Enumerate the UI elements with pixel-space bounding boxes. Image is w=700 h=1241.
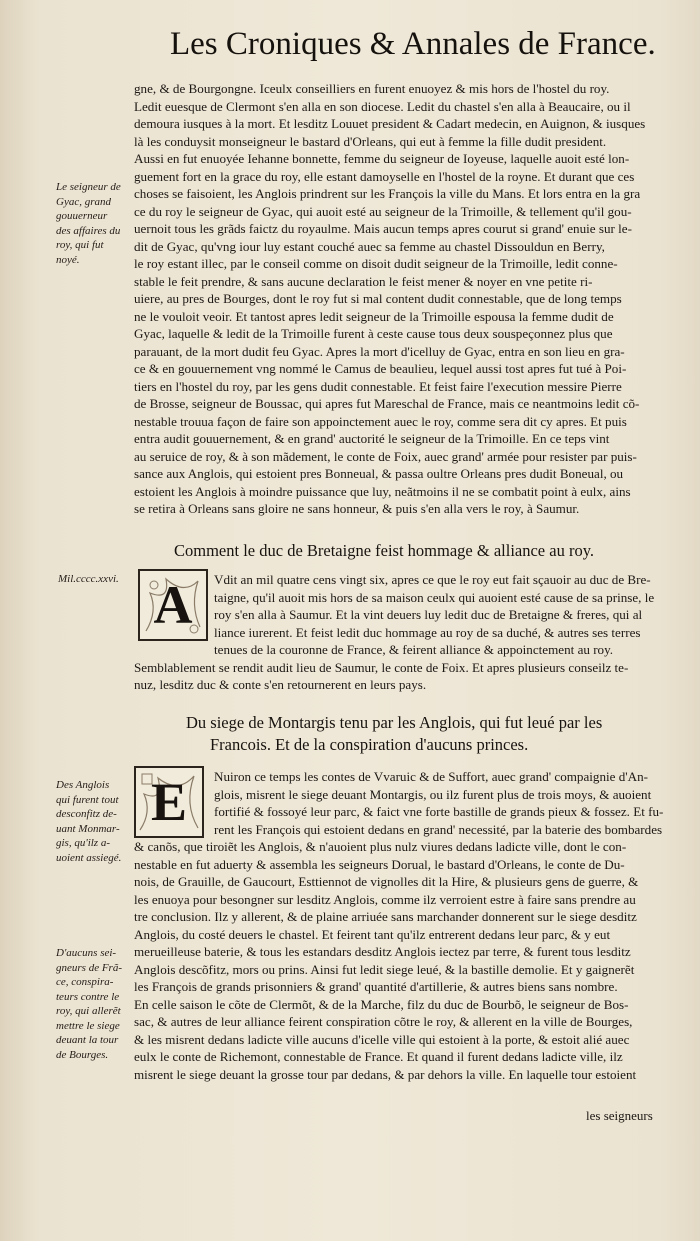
text-line: nestable en fut aduerty & assembla les seigneurs Dorual, le bastard d'Orleans, le conte de Du- xyxy=(134,856,625,872)
text-line: sance aux Anglois, qui estoient pres Bonneual, & passa oultre Orleans pres dudit Boneual, ou xyxy=(134,466,624,481)
margin-note-line: gis, qu'ilz a- xyxy=(56,837,110,849)
margin-note-line: deuant la tour xyxy=(56,1034,119,1046)
text-line: Gyac, laquelle & ledit de la Trimoille furent à ceste cause tous deux souspeçonnez plus que xyxy=(134,326,613,341)
text-line: uiere, au pres de Bourges, dont le roy fut si mal content dudit connestable, que de long temps xyxy=(134,291,622,306)
margin-note-year xyxy=(58,572,136,587)
margin-note-gyac xyxy=(56,180,134,267)
catchword: les seigneurs xyxy=(586,1108,653,1123)
margin-note-line: noyé. xyxy=(56,253,80,266)
text-line: nestable trouua façon de faire son appoinctement auec le roy, comme sera dit cy apres. Et puis xyxy=(134,413,627,429)
margin-note-conspirateurs xyxy=(56,946,134,1062)
text-line: liance iurerent. Et feist ledit duc hommage au roy de sa duché, & autres ses terres xyxy=(214,624,641,640)
margin-note-line: uant Monmar- xyxy=(56,822,120,835)
text-line: demoura iusques à la mort. Et lesditz Louuet president & Cadart medecin, en Auignon, & iusques xyxy=(134,116,646,131)
section3-body xyxy=(134,768,672,1083)
text-line: Vdit an mil quatre cens vingt six, apres ce que le roy eut fait sçauoir au duc de Bre- xyxy=(214,572,651,587)
margin-note-line: des affaires du xyxy=(56,224,121,237)
margin-note-line: de Bourges. xyxy=(56,1048,109,1061)
text-line: choses se faisoient, les Anglois prindrent sur les François la ville du Mans. Et lors entra en la gra xyxy=(134,186,641,201)
text-line: les enuoya pour besongner sur lesditz Anglois, comme ilz verroient estre à faire sans prendre au xyxy=(134,891,636,907)
text-line: fortifié & fossoyé leur parc, & faict vne forte bastille de grands pieux & fossez. Et fu- xyxy=(214,804,664,819)
text-line: tiers en l'hostel du roy, par les gens dudit connestable. Et feist faire l'execution messire Pierre xyxy=(134,378,622,394)
margin-note-line: mettre le siege xyxy=(56,1019,120,1032)
text-line: Ledit euesque de Clermont s'en alla en son diocese. Ledit du chastel s'en alla à Beaucaire, ou il xyxy=(134,98,631,114)
text-line: ce du roy le seigneur de Gyac, qui auoit esté au seigneur de la Trimoille, & tellement qu'il gou- xyxy=(134,203,632,219)
text-line: se retira à Orleans sans gloire ne sans honneur, & puis s'en alla vers le roy, à Saumur. xyxy=(134,501,580,516)
text-line: guement fort en la grace du roy, elle estant damoyselle en l'hostel de la royne. Et durant que ces xyxy=(134,168,635,184)
margin-note-line: Mil.cccc.xxvi. xyxy=(58,573,119,585)
text-line: stable le feit prendre, & sans aucune declaration le feist mener & noyer en vne petite ri- xyxy=(134,273,593,289)
text-line: Anglois, du costé deuers le chastel. Et feirent tant qu'ilz entrerent dedans leur parc, & y eut xyxy=(134,926,611,942)
margin-note-line: D'aucuns sei- xyxy=(56,947,117,959)
section1-body xyxy=(134,80,672,518)
text-line: parauant, de la mort dudit feu Gyac. Apres la mort d'icelluy de Gyac, entra en son lieu en gra- xyxy=(134,343,625,359)
section3-heading-line1: Du siege de Montargis tenu par les Anglois, qui fut leué par les xyxy=(186,713,603,732)
text-line: roy s'en alla à Saumur. Et la vint deuers luy ledit duc de Bretaigne & freres, qui al xyxy=(214,607,643,622)
text-line: au seruice de roy, & à son mãdement, le conte de Foix, auec grand' armée pour resister par puis- xyxy=(134,448,637,464)
text-line: sac, & autres de leur alliance feirent conspiration cõtre le roy, & allerent en la ville de Bourges, xyxy=(134,1014,633,1029)
dropcap-letter: E xyxy=(150,772,188,832)
text-line: ne le vouloit veoir. Et tantost apres ledit seigneur de la Trimoille espousa la femme dudit de xyxy=(134,308,614,324)
text-line: eulx le conte de Richemont, connestable de France. Et quand il furent dedans ladicte ville, ilz xyxy=(134,1049,623,1064)
margin-note-line: gouuerneur xyxy=(56,210,108,222)
margin-note-line: Des Anglois xyxy=(56,779,110,791)
margin-note-line: gneurs de Frã- xyxy=(56,961,122,974)
text-line: Nuiron ce temps les contes de Vvaruic & de Suffort, auec grand' compaignie d'An- xyxy=(214,769,649,784)
text-line: les François de grands prisonniers & grand' quantité d'artillerie, & autres biens sans nombre. xyxy=(134,979,618,994)
text-line: de Brosse, seigneur de Boussac, qui apres fut Mareschal de France, mais ce neantmoins ledit cõ- xyxy=(134,396,640,411)
text-line: là les conduysit monseigneur le bastard d'Orleans, qui eut à femme la fille dudit president. xyxy=(134,133,607,149)
text-line: Semblablement se rendit audit lieu de Saumur, le conte de Foix. Et apres plusieurs conseilz te- xyxy=(134,659,629,675)
text-line: nuz, lesditz duc & conte s'en retournerent en leurs pays. xyxy=(134,677,427,692)
text-line: taigne, qu'il auoit mis hors de sa maison ceulx qui auoient esté cause de sa prinse, le xyxy=(214,589,655,605)
section3-heading-line2: Francois. Et de la conspiration d'aucuns princes. xyxy=(210,735,529,754)
margin-note-line: teurs contre le xyxy=(56,990,120,1003)
text-line: nois, de Grauille, de Gaucourt, Esttiennot de vignolles dit la Hire, & plusieurs gens de guerre, & xyxy=(134,874,639,889)
margin-note-montargis xyxy=(56,778,134,865)
dropcap-letter: A xyxy=(153,575,193,635)
text-line: merueilleuse baterie, & tous les estandars desditz Anglois iectez par terre, & furent tous lesditz xyxy=(134,944,631,959)
dropcap-a xyxy=(138,569,208,641)
text-line: & canõs, que tiroiẽt les Anglois, & n'auoient plus nulz viures dedans ladicte ville, dont le con- xyxy=(134,839,627,854)
text-line: estoient les Anglois à moindre puissance que luy, neãtmoins il ne se combatit point à eulx, ains xyxy=(134,483,631,499)
margin-note-line: Le seigneur de xyxy=(56,181,121,193)
section2-body xyxy=(134,571,672,694)
text-line: En celle saison le cõte de Clermõt, & de la Marche, filz du duc de Bourbõ, le seigneur de Bos- xyxy=(134,996,629,1012)
running-head: Les Croniques & Annales de France. xyxy=(170,26,656,62)
text-line: dit de Gyac, qu'vng iour luy estant couché auec sa femme au chastel Dissouldun en Berry, xyxy=(134,238,605,254)
margin-note-line: qui furent tout xyxy=(56,793,119,806)
text-line: ce & en gouuernement vng nommé le Camus de beaulieu, lequel aussi tost apres fut tué à Poi- xyxy=(134,361,627,376)
section2-heading: Comment le duc de Bretaigne feist hommage & alliance au roy. xyxy=(174,541,595,560)
text-line: le roy estant illec, par le conseil comme on disoit dudit seigneur de la Trimoille, ledit conne- xyxy=(134,256,618,271)
text-line: gne, & de Bourgongne. Iceulx conseilliers en furent enuoyez & mis hors de l'hostel du roy. xyxy=(134,81,610,96)
text-line: uernoit tous les grãds faictz du royaulme. Mais aucun temps apres courut si grand' enuie sur le- xyxy=(134,221,632,236)
margin-note-line: desconfitz de- xyxy=(56,808,117,820)
text-line: rent les François qui estoient dedans en grand' necessité, par la baterie des bombardes xyxy=(214,821,663,837)
text-line: entra audit gouuernement, & en grand' auctorité le seigneur de la Trimoille. En ce teps vint xyxy=(134,431,610,446)
margin-note-line: Gyac, grand xyxy=(56,195,111,208)
margin-note-line: uoient assiegé. xyxy=(56,851,122,864)
margin-note-line: ce, conspira- xyxy=(56,976,114,988)
text-line: glois, misrent le siege deuant Montargis, ou ilz furent plus de trois moys, & auoient xyxy=(214,786,652,802)
margin-note-line: roy, qui fut xyxy=(56,239,104,251)
margin-note-line: roy, qui allerẽt xyxy=(56,1005,121,1017)
text-line: tre conclusion. Ilz y allerent, & de plaine arriuée sans marchander donnerent sur le siege desditz xyxy=(134,909,637,924)
text-line: & les misrent dedans ladicte ville aucuns d'icelle ville qui estoient à la porte, & estoit alié auec xyxy=(134,1031,630,1047)
text-line: misrent le siege deuant la grosse tour par dedans, & par dehors la ville. En laquelle tour estoient xyxy=(134,1066,637,1082)
text-line: Anglois descõfitz, mors ou prins. Ainsi fut ledit siege leué, & la bastille demolie. Et y gaignerẽt xyxy=(134,961,635,977)
text-line: Aussi en fut enuoyée Iehanne bonnette, femme du seigneur de Ioyeuse, laquelle auoit esté lon- xyxy=(134,151,630,166)
text-line: tenues de la couronne de France, & feirent alliance & appoinctement au roy. xyxy=(214,642,614,657)
